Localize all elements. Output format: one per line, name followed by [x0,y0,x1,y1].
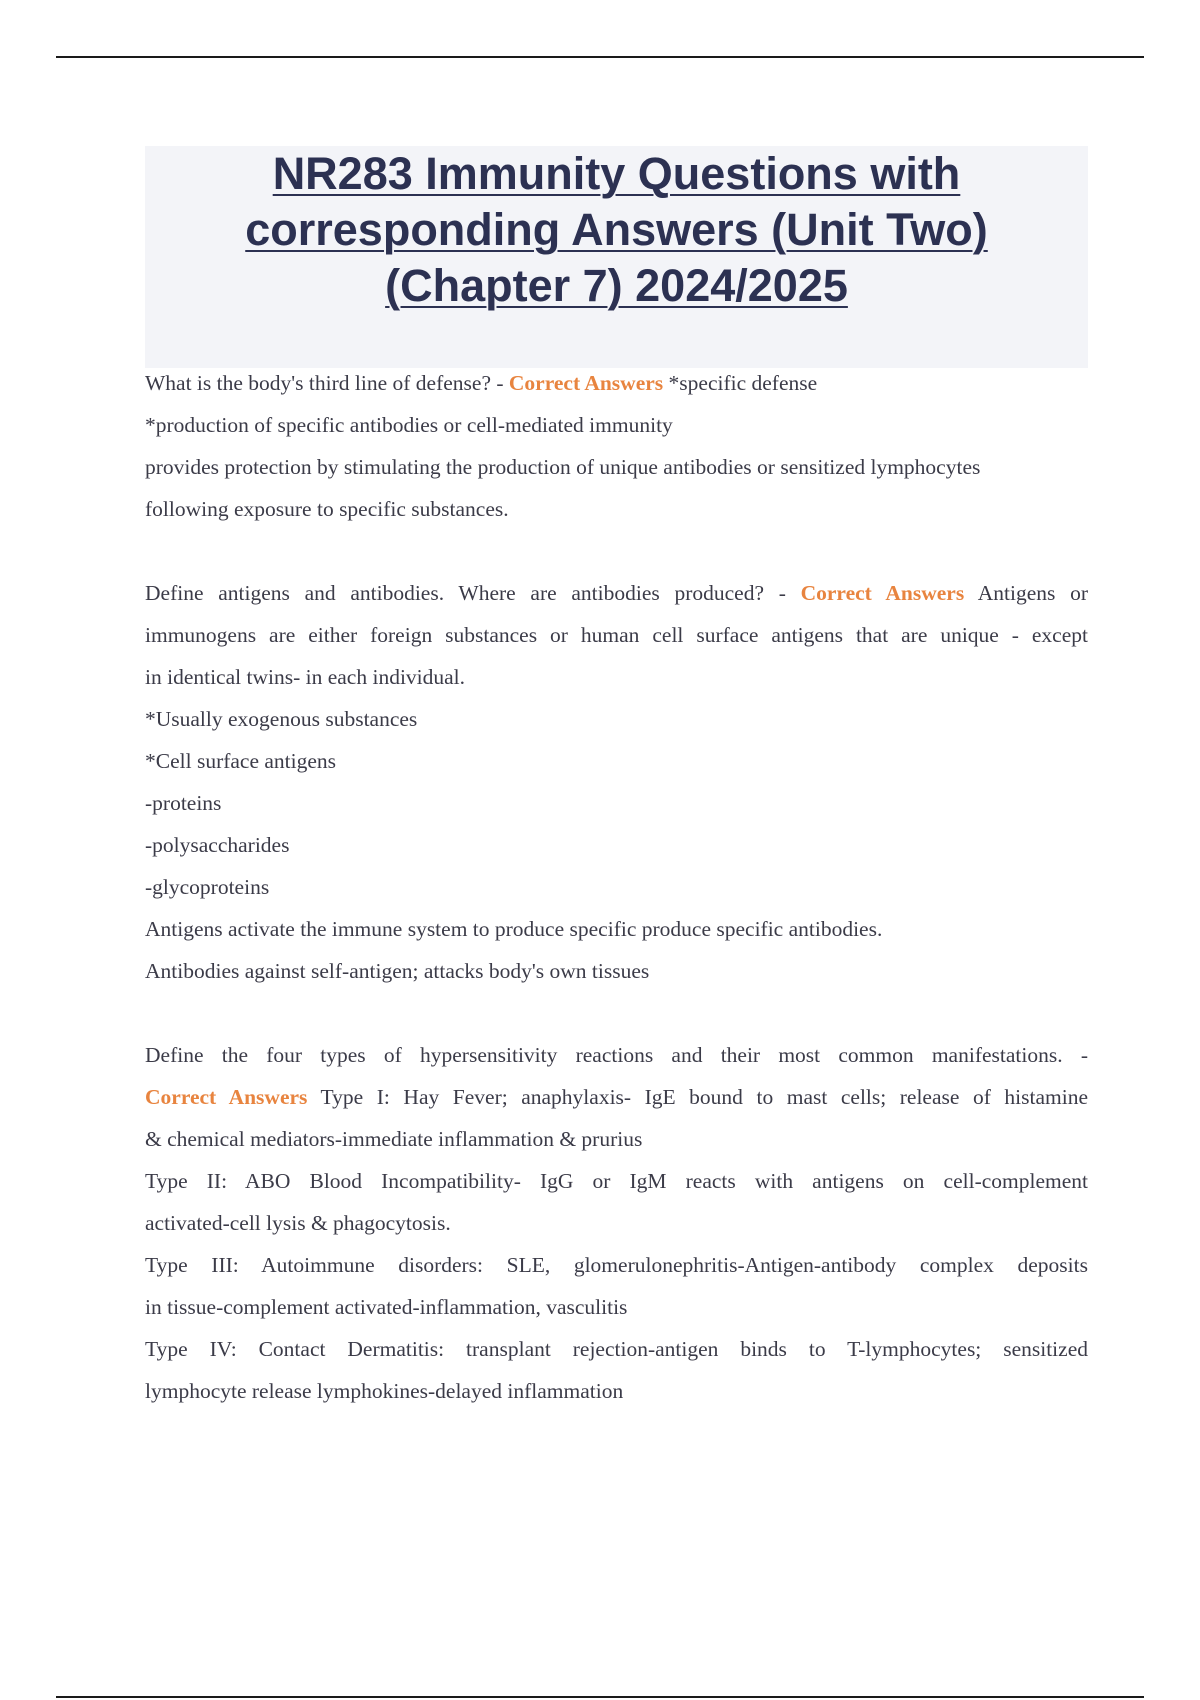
answer-2-line: -polysaccharides [145,833,290,857]
answer-2-line: Antigens activate the immune system to produce specific produce specific antibodies. [145,917,883,941]
answer-1-line: provides protection by stimulating the production of unique antibodies or sensitized lymphocytes [145,455,981,479]
bottom-rule [56,1696,1144,1698]
correct-answers-label: Correct Answers [800,581,965,605]
answer-2-line: Antibodies against self-antigen; attacks body's own tissues [145,959,650,983]
paragraph-gap [145,530,1088,572]
answer-1-line: following exposure to specific substances. [145,497,509,521]
answer-3-start: Type I: Hay Fever; anaphylaxis- IgE bound to mast cells; release of histamine [307,1085,1088,1109]
answer-3-line [145,1076,1088,1118]
question-1-line [145,362,1088,404]
correct-answers-label: Correct Answers [145,1085,308,1109]
answer-2-start: Antigens or [964,581,1088,605]
answer-2-line: -glycoproteins [145,875,270,899]
type-3-line: Type III: Autoimmune disorders: SLE, glomerulonephritis-Antigen-antibody complex deposits [145,1253,1088,1277]
correct-answers-label: Correct Answers [508,371,664,395]
answer-2-line: *Usually exogenous substances [145,707,418,731]
title-line-3: (Chapter 7) 2024/2025 [385,260,848,311]
title-line-1: NR283 Immunity Questions with [272,148,961,199]
question-1-text: What is the body's third line of defense? - [145,371,509,395]
answer-1-line: *production of specific antibodies or cell-mediated immunity [145,413,673,437]
type-3-line: in tissue-complement activated-inflammation, vasculitis [145,1295,628,1319]
question-3-line: Define the four types of hypersensitivity reactions and their most common manifestations. - [145,1043,1088,1067]
title-line-2: corresponding Answers (Unit Two) [245,204,988,255]
paragraph-gap [145,992,1088,1034]
type-2-line: activated-cell lysis & phagocytosis. [145,1211,451,1235]
type-2-line: Type II: ABO Blood Incompatibility- IgG or IgM reacts with antigens on cell-complement [145,1169,1088,1193]
question-2-text: Define antigens and antibodies. Where are antibodies produced? - [145,581,801,605]
type-4-line: Type IV: Contact Dermatitis: transplant rejection-antigen binds to T-lymphocytes; sensitized [145,1337,1088,1361]
document-body [145,362,1088,1412]
answer-2-line: immunogens are either foreign substances or human cell surface antigens that are unique - except [145,623,1088,647]
answer-2-line: -proteins [145,791,222,815]
top-rule [56,56,1144,58]
type-4-line: lymphocyte release lymphokines-delayed inflammation [145,1379,624,1403]
answer-2-line: in identical twins- in each individual. [145,665,466,689]
answer-2-line: *Cell surface antigens [145,749,337,773]
page-title [145,146,1088,314]
question-2-line [145,572,1088,614]
answer-3-line: & chemical mediators-immediate inflammation & prurius [145,1127,643,1151]
answer-1-start: *specific defense [663,371,818,395]
